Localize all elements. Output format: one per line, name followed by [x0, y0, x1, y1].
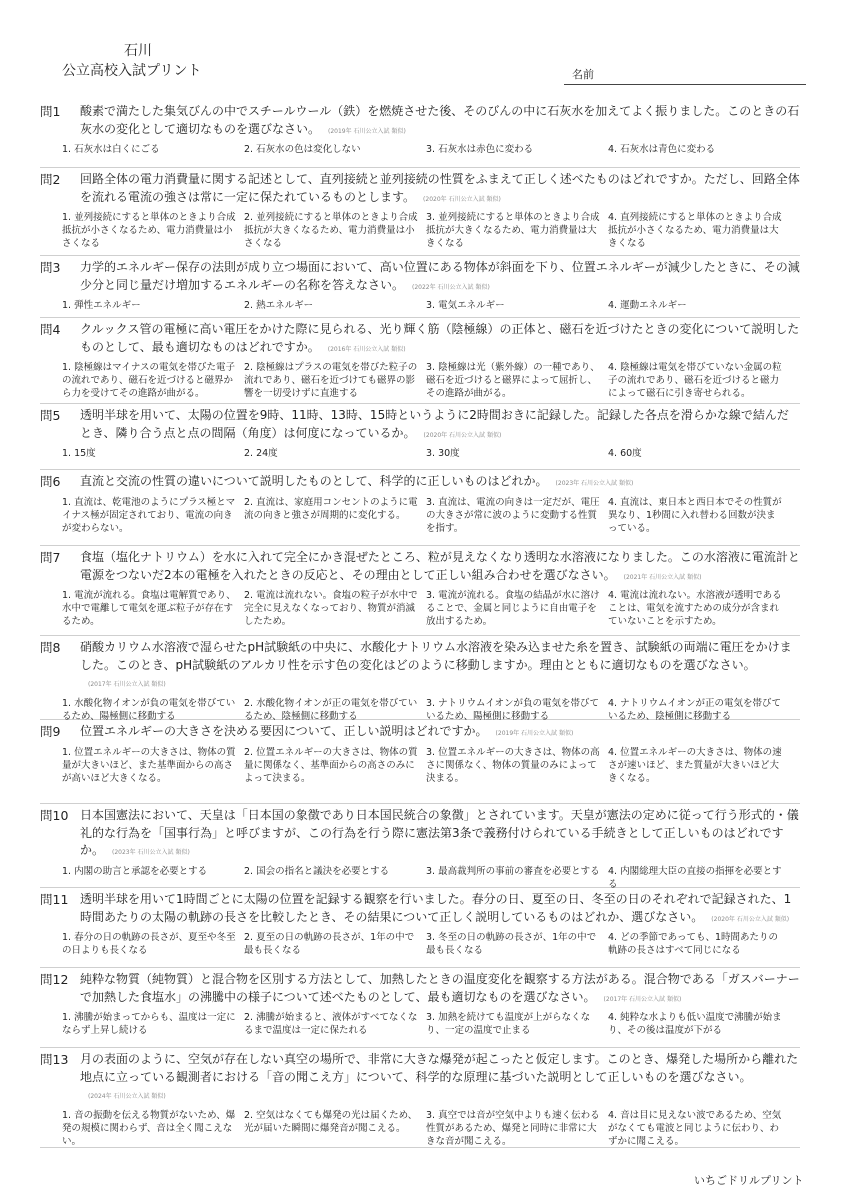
answer-option[interactable]: 1. 陰極線はマイナスの電気を帯びた電子の流れであり、磁石を近づけると磁界から力を受けてその進路が曲がる。 [62, 362, 236, 399]
question-number: 問12 [40, 972, 69, 987]
question-source: (2016年 石川公立入試 類似) [327, 345, 406, 353]
question-block [40, 546, 800, 636]
answer-options [62, 496, 800, 535]
answer-option[interactable]: 2. 国会の指名と議決を必要とする [244, 865, 390, 877]
answer-option[interactable]: 1. 15度 [62, 448, 96, 459]
answer-options [62, 143, 800, 156]
question-number: 問2 [40, 172, 61, 187]
answer-option[interactable]: 3. 位置エネルギーの大きさは、物体の高さに関係なく、物体の質量のみによって決まる。 [426, 746, 600, 784]
answer-option[interactable]: 2. 陰極線はプラスの電気を帯びた粒子の流れであり、磁石を近づけても磁界の影響を一切受けずに直進する [244, 362, 418, 399]
answer-option[interactable]: 3. 並列接続にすると単体のときより合成抵抗が大きくなるため、電力消費量は大きくなる [426, 212, 600, 249]
question-number: 問13 [40, 1052, 69, 1067]
answer-option[interactable]: 2. 24度 [244, 448, 278, 459]
answer-option[interactable]: 4. 内閣総理大臣の直接の指揮を必要とする [608, 865, 782, 890]
answer-option[interactable]: 4. 陰極線は電気を帯びていない金属の粒子の流れであり、磁石を近づけると磁力によって磁石に引き寄せられる。 [608, 362, 782, 399]
question-body: 硝酸カリウム水溶液で湿らせたpH試験紙の中央に、水酸化ナトリウム水溶液を染み込ませた糸を置き、試験紙の両端に電圧をかけました。このとき、pH試験紙のアルカリ性を示す色の変化はどのように移動しますか。理由とともに適切なものを選びなさい。 [80, 640, 792, 672]
answer-option[interactable]: 1. 石灰水は白くにごる [62, 144, 160, 155]
answer-option[interactable]: 4. 純粋な水よりも低い温度で沸騰が始まり、その後は温度が下がる [608, 1012, 782, 1036]
question-block [40, 318, 800, 404]
school-name: 石川 [124, 43, 152, 59]
answer-option[interactable]: 1. 弾性エネルギー [62, 300, 141, 311]
answer-option[interactable]: 3. 直流は、電流の向きは一定だが、電圧の大きさが常に波のように変動する性質を指す。 [426, 496, 600, 534]
question-text [80, 171, 800, 208]
answer-option[interactable]: 3. 石灰水は赤色に変わる [426, 144, 534, 155]
answer-option[interactable]: 4. 音は目に見えない波であるため、空気がなくても電波と同じように伝わり、わずかに聞こえる。 [608, 1109, 782, 1147]
question-source: (2017年 石川公立入試 類似) [88, 681, 166, 688]
question-source: (2020年 石川公立入試 類似) [711, 915, 790, 923]
question-block [40, 404, 800, 470]
answer-options [62, 865, 800, 891]
question-source: (2019年 石川公立入試 類似) [328, 127, 406, 135]
answer-option[interactable]: 1. 位置エネルギーの大きさは、物体の質量が大きいほど、また基準面からの高さが高いほど大きくなる。 [62, 746, 236, 784]
question-text [80, 639, 800, 694]
answer-options [62, 361, 800, 400]
answer-option[interactable]: 1. 春分の日の軌跡の長さが、夏至や冬至の日よりも長くなる [62, 932, 236, 956]
answer-option[interactable]: 4. 直流は、東日本と西日本でその性質が異なり、1秒間に入れ替わる回数が決まっている。 [608, 496, 782, 534]
answer-option[interactable]: 4. 60度 [608, 448, 642, 459]
question-source: (2017年 石川公立入試 類似) [603, 995, 682, 1003]
question-source: (2021年 石川公立入試 類似) [623, 573, 702, 581]
question-block [40, 256, 800, 318]
answer-option[interactable]: 4. 石灰水は青色に変わる [608, 144, 716, 155]
question-body: 酸素で満たした集気びんの中でスチールウール（鉄）を燃焼させた後、そのびんの中に石灰水を加えてよく振りました。このときの石灰水の変化として適切なものを選びなさい。 [80, 104, 800, 136]
question-block [40, 804, 800, 888]
answer-option[interactable]: 2. 並列接続にすると単体のときより合成抵抗が大きくなるため、電力消費量は小さくなる [244, 212, 418, 249]
page-title: 公立高校入試プリント [62, 63, 202, 79]
answer-option[interactable]: 2. 位置エネルギーの大きさは、物体の質量に関係なく、基準面からの高さのみによって決まる。 [244, 746, 418, 784]
question-body: 透明半球を用いて1時間ごとに太陽の位置を記録する観察を行いました。春分の日、夏至の日、冬至の日のそれぞれで記録された、1時間あたりの太陽の軌跡の長さを比較したとき、その結果について正しく説明しているものはどれか、選びなさい。 [80, 892, 792, 924]
answer-options [62, 211, 800, 250]
question-body: 位置エネルギーの大きさを決める要因について、正しい説明はどれですか。 [80, 724, 488, 738]
question-text [80, 473, 800, 493]
question-body: 力学的エネルギー保存の法則が成り立つ場面において、高い位置にある物体が斜面を下り、位置エネルギーが減少したときに、その減少分と同じ量だけ増加するエネルギーの名称を答えなさい。 [80, 260, 800, 292]
question-list [40, 100, 800, 1148]
question-text [80, 259, 800, 296]
name-field-line[interactable] [564, 84, 806, 85]
answer-option[interactable]: 1. 直流は、乾電池のようにプラス極とマイナス極が固定されており、電流の向きが変わらない。 [62, 496, 236, 534]
question-source: (2023年 石川公立入試 類似) [112, 849, 190, 856]
question-text [80, 891, 800, 928]
answer-option[interactable]: 2. 直流は、家庭用コンセントのように電流の向きと強さが周期的に変化する。 [244, 496, 418, 521]
question-body: 月の表面のように、空気が存在しない真空の場所で、非常に大きな爆発が起こったと仮定します。このとき、爆発した場所から離れた地点に立っている観測者における「音の聞こえ方」について、科学的な原理に基づいた説明として正しいものを選びなさい。 [80, 1052, 799, 1084]
question-block [40, 720, 800, 804]
answer-option[interactable]: 1. 並列接続にすると単体のときより合成抵抗が小さくなるため、電力消費量は小さくなる [62, 212, 236, 249]
name-label: 名前 [572, 68, 594, 81]
question-number: 問7 [40, 550, 61, 565]
answer-options [62, 589, 800, 628]
answer-options [62, 1011, 800, 1037]
question-source: (2024年 石川公立入試 類似) [88, 1093, 166, 1100]
answer-option[interactable]: 2. 熱エネルギー [244, 300, 314, 311]
answer-options [62, 1109, 800, 1148]
question-source: (2019年 石川公立入試 類似) [495, 730, 574, 737]
question-number: 問9 [40, 724, 61, 739]
answer-option[interactable]: 4. 運動エネルギー [608, 300, 687, 311]
answer-option[interactable]: 2. 沸騰が始まると、液体がすべてなくなるまで温度は一定に保たれる [244, 1012, 418, 1036]
answer-options [62, 299, 800, 312]
answer-option[interactable]: 1. 水酸化物イオンが負の電気を帯びているため、陽極側に移動する [62, 697, 236, 722]
question-number: 問5 [40, 408, 61, 423]
page-header [0, 0, 848, 100]
answer-option[interactable]: 4. ナトリウムイオンが正の電気を帯びているため、陰極側に移動する [608, 697, 782, 722]
answer-option[interactable]: 4. 直列接続にすると単体のときより合成抵抗が小さくなるため、電力消費量は大きくなる [608, 212, 782, 249]
answer-option[interactable]: 2. 空気はなくても爆発の光は届くため、光が届いた瞬間に爆発音が聞こえる。 [244, 1109, 418, 1134]
question-source: (2023年 石川公立入試 類似) [555, 480, 634, 487]
answer-option[interactable]: 2. 夏至の日の軌跡の長さが、1年の中で最も長くなる [244, 932, 415, 956]
question-text [80, 1051, 800, 1106]
answer-options [62, 697, 800, 723]
answer-option[interactable]: 2. 石灰水の色は変化しない [244, 144, 361, 155]
answer-option[interactable]: 1. 電流が流れる。食塩は電解質であり、水中で電離して電気を運ぶ粒子が存在するため。 [62, 590, 236, 627]
answer-options [62, 746, 800, 785]
question-number: 問1 [40, 104, 61, 119]
question-source: (2020年 石川公立入試 類似) [423, 431, 502, 439]
question-text [80, 971, 800, 1008]
answer-options [62, 931, 800, 957]
footer-brand: いちごドリルプリント [694, 1174, 804, 1187]
question-number: 問4 [40, 322, 61, 337]
question-text [80, 723, 800, 743]
answer-option[interactable]: 3. 冬至の日の軌跡の長さが、1年の中で最も長くなる [426, 932, 597, 956]
question-source: (2020年 石川公立入試 類似) [423, 195, 501, 203]
question-body: 回路全体の電力消費量に関する記述として、直列接続と並列接続の性質をふまえて正しく述べたものはどれですか。ただし、回路全体を流れる電流の強さは常に一定に保たれているものとします。 [80, 172, 800, 204]
answer-option[interactable]: 3. ナトリウムイオンが負の電気を帯びているため、陽極側に移動する [426, 697, 600, 722]
answer-option[interactable]: 2. 電流は流れない。食塩の粒子が水中で完全に見えなくなっており、物質が消滅したため。 [244, 590, 418, 627]
question-block [40, 968, 800, 1048]
question-number: 問8 [40, 640, 61, 655]
question-text [80, 407, 800, 444]
answer-option[interactable]: 1. 音の振動を伝える物質がないため、爆発の規模に関わらず、音は全く聞こえない。 [62, 1109, 236, 1147]
answer-option[interactable]: 3. 30度 [426, 448, 460, 459]
question-text [80, 807, 800, 862]
answer-option[interactable]: 1. 内閣の助言と承認を必要とする [62, 865, 208, 877]
answer-option[interactable]: 3. 最高裁判所の事前の審査を必要とする [426, 865, 600, 877]
answer-options [62, 447, 800, 460]
question-number: 問3 [40, 260, 61, 275]
answer-option[interactable]: 3. 加熱を続けても温度が上がらなくなり、一定の温度で止まる [426, 1012, 591, 1036]
question-body: クルックス管の電極に高い電圧をかけた際に見られる、光り輝く筋（陰極線）の正体と、磁石を近づけたときの変化について説明したものとして、最も適切なものはどれですか。 [80, 322, 800, 354]
answer-option[interactable]: 1. 沸騰が始まってからも、温度は一定にならず上昇し続ける [62, 1012, 236, 1036]
question-body: 日本国憲法において、天皇は「日本国の象徴であり日本国民統合の象徴」とされています。天皇が憲法の定めに従って行う形式的・儀礼的な行為を「国事行為」と呼びますが、この行為を行う際に憲法第3条で義務付けられている手続きとして正しいものはどれですか。 [80, 808, 799, 857]
question-text [80, 103, 800, 140]
question-source: (2022年 石川公立入試 類似) [412, 283, 490, 291]
question-text [80, 321, 800, 358]
question-body: 透明半球を用いて、太陽の位置を9時、11時、13時、15時というように2時間おきに記録した。記録した各点を滑らかな線で結んだとき、隣り合う点と点の間隔（角度）は何度になっているか。 [80, 408, 789, 440]
answer-option[interactable]: 4. 位置エネルギーの大きさは、物体の速さが速いほど、また質量が大きいほど大きくなる。 [608, 746, 782, 784]
question-block [40, 100, 800, 168]
question-text [80, 549, 800, 586]
question-block [40, 1048, 800, 1148]
answer-option[interactable]: 2. 水酸化物イオンが正の電気を帯びているため、陰極側に移動する [244, 697, 418, 722]
question-block [40, 470, 800, 546]
answer-option[interactable]: 3. 電気エネルギー [426, 300, 505, 311]
answer-option[interactable]: 4. どの季節であっても、1時間あたりの軌跡の長さはすべて同じになる [608, 932, 779, 956]
answer-option[interactable]: 3. 真空では音が空気中よりも速く伝わる性質があるため、爆発と同時に非常に大きな音が聞こえる。 [426, 1109, 600, 1147]
question-block [40, 168, 800, 256]
answer-option[interactable]: 4. 電流は流れない。水溶液が透明であることは、電気を流すための成分が含まれていないことを示すため。 [608, 590, 782, 627]
question-body: 純粋な物質（純物質）と混合物を区別する方法として、加熱したときの温度変化を観察する方法がある。混合物である「ガスバーナーで加熱した食塩水」の沸騰中の様子について述べたものとして、最も適切なものを選びなさい。 [80, 972, 800, 1004]
question-number: 問6 [40, 474, 61, 489]
question-number: 問10 [40, 808, 69, 823]
answer-option[interactable]: 3. 電流が流れる。食塩の結晶が水に溶けることで、金属と同じように自由電子を放出するため。 [426, 590, 600, 627]
question-body: 直流と交流の性質の違いについて説明したものとして、科学的に正しいものはどれか。 [80, 474, 548, 488]
question-body: 食塩（塩化ナトリウム）を水に入れて完全にかき混ぜたところ、粒が見えなくなり透明な水溶液になりました。この水溶液に電流計と電源をつないだ2本の電極を入れたときの反応と、その理由として正しい組み合わせを選びなさい。 [80, 550, 800, 582]
answer-option[interactable]: 3. 陰極線は光（紫外線）の一種であり、磁石を近づけると磁界によって屈折し、その進路が曲がる。 [426, 362, 600, 399]
question-number: 問11 [40, 892, 69, 907]
question-block [40, 888, 800, 968]
question-block [40, 636, 800, 720]
